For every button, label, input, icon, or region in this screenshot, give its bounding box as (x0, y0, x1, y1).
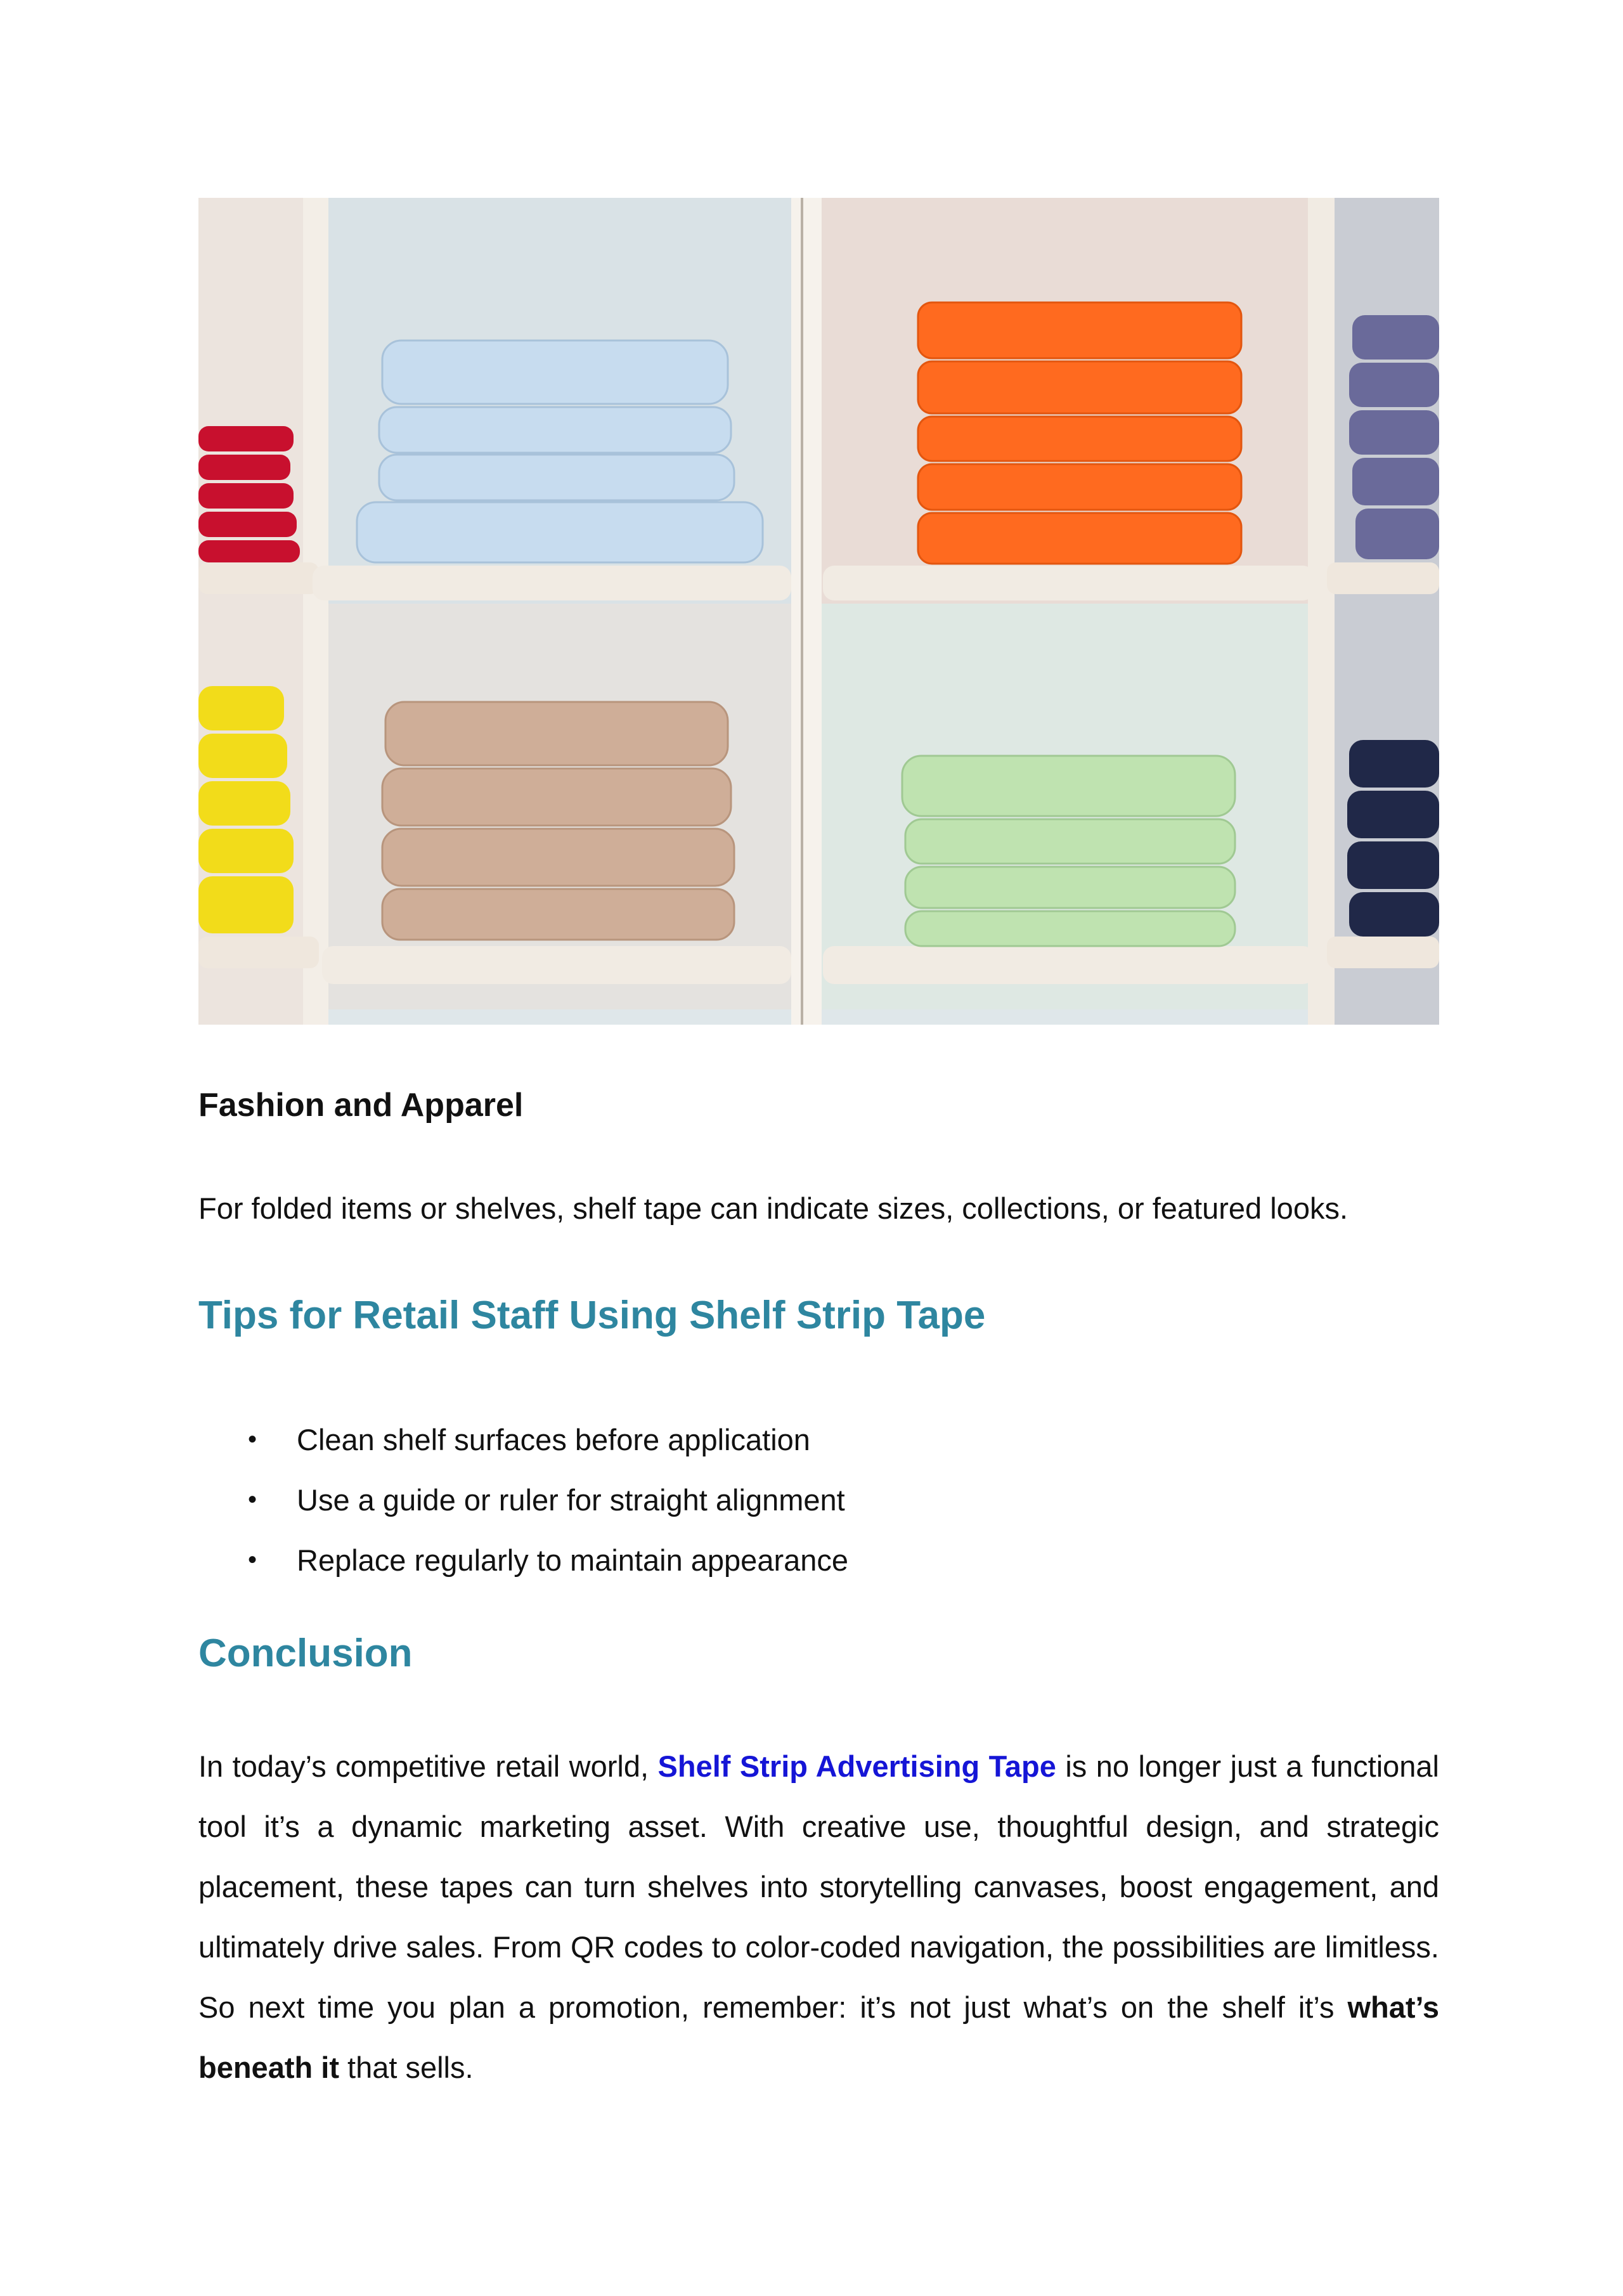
conclusion-heading: Conclusion (198, 1631, 413, 1675)
fashion-apparel-text: For folded items or shelves, shelf tape can indicate sizes, collections, or featured looks. (198, 1191, 1348, 1225)
conclusion-text-start: In today’s competitive retail world, (198, 1749, 658, 1783)
list-item (198, 1470, 848, 1530)
list-item (198, 1530, 848, 1590)
conclusion-bold-text: what’s beneath it (198, 1990, 1439, 2084)
tip-text: Replace regularly to maintain appearance (297, 1543, 849, 1577)
bullet-icon: • (248, 1486, 257, 1514)
shelf-strip-advertising-tape-link[interactable]: Shelf Strip Advertising Tape (657, 1749, 1056, 1783)
bullet-icon: • (248, 1546, 257, 1574)
shelf-photo (198, 198, 1439, 1025)
tip-text: Use a guide or ruler for straight alignment (297, 1483, 845, 1517)
fashion-apparel-title: Fashion and Apparel (198, 1087, 524, 1124)
tips-list (198, 1410, 848, 1590)
conclusion-paragraph (198, 1736, 1439, 2098)
conclusion-text-end: that sells. (339, 2051, 474, 2084)
tip-text: Clean shelf surfaces before application (297, 1423, 810, 1456)
bullet-icon: • (248, 1425, 257, 1453)
conclusion-text-middle: is no longer just a functional tool it’s a dynamic marketing asset. With creative use, thoughtful design, and strategic placement, these tapes can turn shelves into storytelling canvases, boost engagement, and ultimately drive sales. From QR codes to color-coded navigation, the possibilities are limitless. So next time you plan a promotion, remember: it’s not just what’s on the shelf it’s (198, 1749, 1439, 2024)
tips-heading: Tips for Retail Staff Using Shelf Strip Tape (198, 1294, 986, 1337)
shelf-photo-graphic (198, 198, 1439, 1025)
list-item (198, 1410, 848, 1470)
